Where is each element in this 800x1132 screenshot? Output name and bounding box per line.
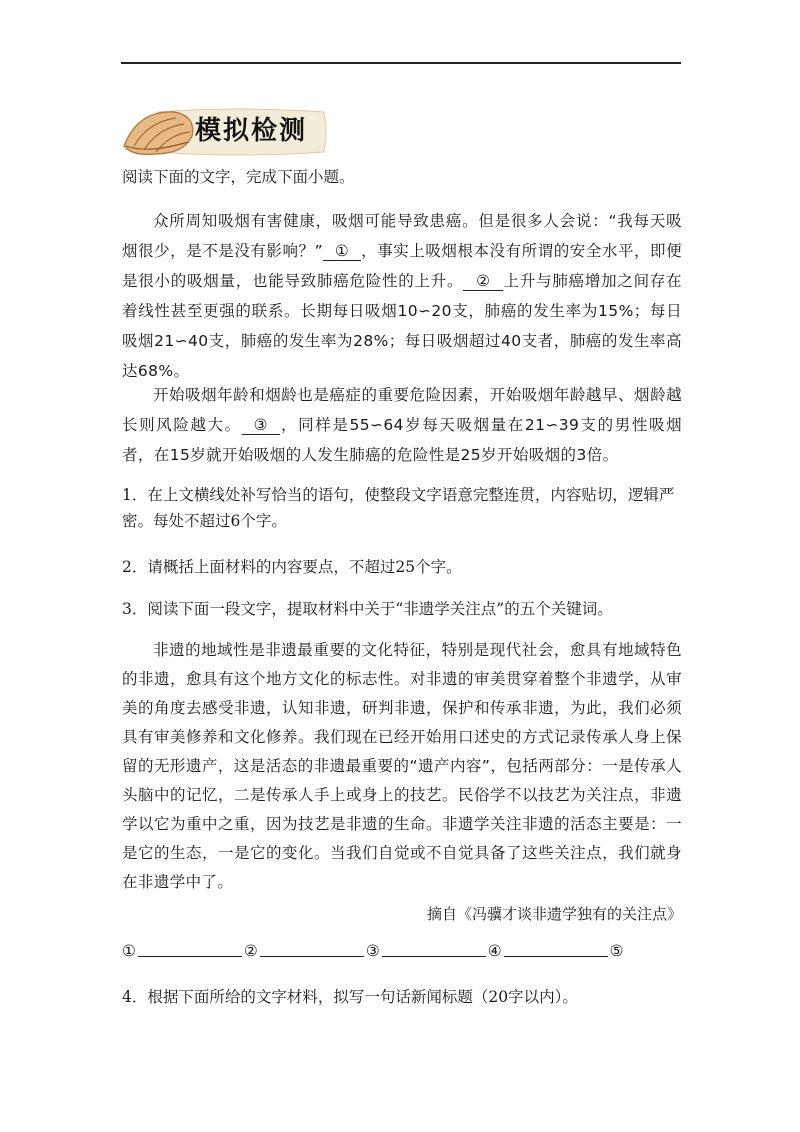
instruction-text: 阅读下面的文字，完成下面小题。 xyxy=(122,168,355,186)
question-1: 1．在上文横线处补写恰当的语句，使整段文字语意完整连贯，内容贴切，逻辑严密。每处不超过6个字。 xyxy=(122,486,675,530)
passage-heritage xyxy=(122,636,682,897)
answer-blank-4[interactable] xyxy=(504,942,608,957)
source-citation: 摘自《冯骥才谈非遗学独有的关注点》 xyxy=(426,905,682,923)
answer-blank-3[interactable] xyxy=(382,942,486,957)
blank-1: ① xyxy=(323,243,361,261)
answer-num-3: ③ xyxy=(365,942,380,960)
answer-num-5: ⑤ xyxy=(609,942,624,960)
question-4: 4．根据下面所给的文字材料，拟写一句话新闻标题（20字以内）。 xyxy=(122,988,578,1006)
passage1-text-b: ，事实上吸烟根本没有所谓的安全水平，即便是很小的吸烟量，也能导致肺癌危险性的上升。 xyxy=(122,242,682,290)
header-rule xyxy=(121,62,681,64)
passage1-text-c: 上升与肺癌增加之间存在着线性甚至更强的联系。长期每日吸烟10∽20支，肺癌的发生率为15%；每日吸烟21∽40支，肺癌的发生率为28%；每日吸烟超过40支者，肺癌的发生率高达68%。 xyxy=(122,272,682,380)
section-title: 模拟检测 xyxy=(195,116,308,146)
passage1-text-d: 开始吸烟年龄和烟龄也是癌症的重要危险因素，开始吸烟年龄越早、烟龄越长则风险越大。 xyxy=(122,386,682,434)
passage1-text-e: ，同样是55∽64岁每天吸烟量在21∽39支的男性吸烟者，在15岁就开始吸烟的人发生肺癌的危险性是25岁开始吸烟的3倍。 xyxy=(122,416,682,464)
passage1-text-a: 众所周知吸烟有害健康，吸烟可能导致患癌。但是很多人会说：“我每天吸烟很少，是不是没有影响？” xyxy=(122,212,682,260)
answer-blank-1[interactable] xyxy=(138,942,242,957)
blank-3: ③ xyxy=(242,417,280,435)
answer-blank-2[interactable] xyxy=(260,942,364,957)
blank-2: ② xyxy=(463,273,503,291)
section-banner xyxy=(118,102,330,160)
passage-smoking-para2 xyxy=(122,380,682,470)
heritage-text: 非遗的地域性是非遗最重要的文化特征，特别是现代社会，愈具有地域特色的非遗，愈具有这个地方文化的标志性。对非遗的审美贯穿着整个非遗学，从审美的角度去感受非遗，认知非遗，研判非遗，保护和传承非遗，为此，我们必须具有审美修养和文化修养。我们现在已经开始用口述史的方式记录传承人身上保留的无形遗产，这是活态的非遗最重要的“遗产内容”，包括两部分：一是传承人头脑中的记忆，二是传承人手上或身上的技艺。民俗学不以技艺为关注点，非遗学以它为重中之重，因为技艺是非遗的生命。非遗学关注非遗的活态主要是：一是它的生态，一是它的变化。当我们自觉或不自觉具备了这些关注点，我们就身在非遗学中了。 xyxy=(122,641,682,891)
question-2: 2．请概括上面材料的内容要点，不超过25个字。 xyxy=(122,558,462,576)
answer-num-4: ④ xyxy=(487,942,502,960)
passage-smoking-para1 xyxy=(122,206,682,386)
question-3: 3．阅读下面一段文字，提取材料中关于“非遗学关注点”的五个关键词。 xyxy=(122,600,613,618)
answer-blanks xyxy=(122,942,682,960)
answer-num-2: ② xyxy=(243,942,258,960)
answer-num-1: ① xyxy=(122,942,136,960)
